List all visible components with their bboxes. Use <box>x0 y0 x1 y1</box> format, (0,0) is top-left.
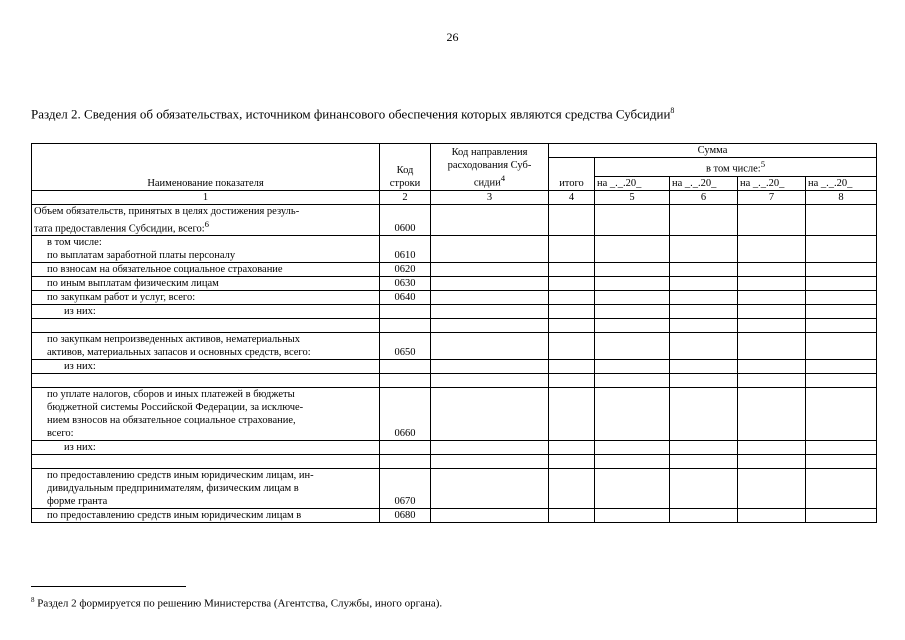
row-name: по закупкам работ и услуг, всего: <box>32 291 380 305</box>
value-cell[interactable] <box>806 236 877 263</box>
value-cell[interactable] <box>670 388 738 441</box>
value-cell[interactable] <box>431 319 549 333</box>
table-row <box>32 360 877 374</box>
value-cell[interactable] <box>549 441 595 455</box>
section-title-footnote-ref: 8 <box>670 106 675 115</box>
value-cell[interactable] <box>431 305 549 319</box>
table-row <box>32 441 877 455</box>
value-cell[interactable] <box>549 388 595 441</box>
value-cell[interactable] <box>431 333 549 360</box>
value-cell[interactable] <box>806 263 877 277</box>
value-cell[interactable] <box>595 277 670 291</box>
table-row <box>32 388 877 441</box>
row-name-line: бюджетной системы Российской Федерации, за исключе- <box>47 402 304 413</box>
row-name <box>32 319 380 333</box>
row-name-line: в том числе: <box>47 237 102 248</box>
value-cell[interactable] <box>738 374 806 388</box>
value-cell[interactable] <box>549 263 595 277</box>
row-code: 0640 <box>380 291 431 305</box>
value-cell[interactable] <box>595 319 670 333</box>
row-name <box>32 469 380 509</box>
value-cell[interactable] <box>431 388 549 441</box>
row-name-line: дивидуальным предпринимателям, физическим лицам в <box>47 483 299 494</box>
value-cell[interactable] <box>738 455 806 469</box>
value-cell[interactable] <box>549 319 595 333</box>
row-name <box>32 388 380 441</box>
value-cell[interactable] <box>738 305 806 319</box>
table-row <box>32 333 877 360</box>
row-name-line: по выплатам заработной платы персоналу <box>47 250 236 261</box>
value-cell[interactable] <box>738 469 806 509</box>
row-name: по иным выплатам физическим лицам <box>32 277 380 291</box>
value-cell[interactable] <box>806 455 877 469</box>
row-code <box>380 305 431 319</box>
row-code: 0650 <box>380 333 431 360</box>
row-code: 0680 <box>380 509 431 523</box>
value-cell[interactable] <box>806 305 877 319</box>
value-cell[interactable] <box>806 509 877 523</box>
footnote-text: Раздел 2 формируется по решению Министерства (Агентства, Службы, иного органа). <box>37 597 443 610</box>
header-including <box>595 158 877 177</box>
value-cell[interactable] <box>595 374 670 388</box>
header-direction-code-line2: расходования Суб- <box>447 160 532 171</box>
value-cell[interactable] <box>738 509 806 523</box>
table-row <box>32 455 877 469</box>
value-cell[interactable] <box>549 204 595 236</box>
value-cell[interactable] <box>670 291 738 305</box>
value-cell[interactable] <box>595 263 670 277</box>
table-row <box>32 204 877 236</box>
row-name: по предоставлению средств иным юридическим лицам в <box>32 509 380 523</box>
row-code: 0610 <box>380 236 431 263</box>
row-name: по взносам на обязательное социальное страхование <box>32 263 380 277</box>
row-code <box>380 455 431 469</box>
value-cell[interactable] <box>738 291 806 305</box>
value-cell[interactable] <box>806 360 877 374</box>
column-number: 1 <box>32 190 380 204</box>
row-code: 0620 <box>380 263 431 277</box>
row-name-line: нием взносов на обязательное социальное страхование, <box>47 415 296 426</box>
value-cell[interactable] <box>670 333 738 360</box>
row-code: 0630 <box>380 277 431 291</box>
value-cell[interactable] <box>431 236 549 263</box>
value-cell[interactable] <box>738 333 806 360</box>
value-cell[interactable] <box>738 277 806 291</box>
row-name <box>32 236 380 263</box>
footnote-ref: 8 <box>31 596 35 604</box>
header-direction-code-line3: сидии <box>473 177 501 189</box>
row-code <box>380 319 431 333</box>
value-cell[interactable] <box>738 204 806 236</box>
value-cell[interactable] <box>670 263 738 277</box>
page-number: 26 <box>446 30 459 44</box>
table-row <box>32 305 877 319</box>
header-row-code: Код строки <box>380 144 431 191</box>
row-name: из них: <box>32 441 380 455</box>
column-number-row <box>32 190 877 204</box>
table-row <box>32 291 877 305</box>
row-name <box>32 374 380 388</box>
header-direction-code <box>431 144 549 191</box>
value-cell[interactable] <box>806 291 877 305</box>
value-cell[interactable] <box>595 469 670 509</box>
footnote <box>31 596 442 610</box>
obligations-table <box>31 143 877 523</box>
row-name-line: по уплате налогов, сборов и иных платежей в бюджеты <box>47 389 295 400</box>
row-name: из них: <box>32 305 380 319</box>
value-cell[interactable] <box>549 469 595 509</box>
value-cell[interactable] <box>670 374 738 388</box>
value-cell[interactable] <box>670 469 738 509</box>
value-cell[interactable] <box>549 455 595 469</box>
table-row <box>32 509 877 523</box>
value-cell[interactable] <box>431 277 549 291</box>
value-cell[interactable] <box>431 509 549 523</box>
value-cell[interactable] <box>431 374 549 388</box>
value-cell[interactable] <box>738 236 806 263</box>
value-cell[interactable] <box>595 333 670 360</box>
value-cell[interactable] <box>738 441 806 455</box>
column-number: 8 <box>806 190 877 204</box>
row-name: из них: <box>32 360 380 374</box>
column-number: 3 <box>431 190 549 204</box>
value-cell[interactable] <box>431 455 549 469</box>
row-code: 0600 <box>380 204 431 236</box>
value-cell[interactable] <box>595 305 670 319</box>
row-code <box>380 360 431 374</box>
row-name-line: по закупкам непроизведенных активов, нематериальных <box>47 334 300 345</box>
value-cell[interactable] <box>670 455 738 469</box>
value-cell[interactable] <box>549 305 595 319</box>
value-cell[interactable] <box>549 360 595 374</box>
value-cell[interactable] <box>738 263 806 277</box>
value-cell[interactable] <box>806 204 877 236</box>
row-name-line: активов, материальных запасов и основных средств, всего: <box>47 347 311 358</box>
value-cell[interactable] <box>595 360 670 374</box>
header-date-3: на _._.20_ <box>738 176 806 190</box>
value-cell[interactable] <box>806 374 877 388</box>
row-name-line: форме гранта <box>47 496 108 507</box>
value-cell[interactable] <box>670 441 738 455</box>
row-name-line: всего: <box>47 428 74 439</box>
footnote-divider <box>31 586 186 587</box>
value-cell[interactable] <box>595 509 670 523</box>
value-cell[interactable] <box>738 388 806 441</box>
header-row-1 <box>32 144 877 158</box>
row-name-line: по предоставлению средств иным юридическим лицам, ин- <box>47 470 314 481</box>
value-cell[interactable] <box>549 333 595 360</box>
row-name-line: тата предоставления Субсидии, всего: <box>34 223 205 234</box>
row-code <box>380 374 431 388</box>
row-code <box>380 441 431 455</box>
value-cell[interactable] <box>670 277 738 291</box>
table-row <box>32 277 877 291</box>
value-cell[interactable] <box>595 388 670 441</box>
header-sum: Сумма <box>549 144 877 158</box>
header-indicator-name: Наименование показателя <box>32 144 380 191</box>
value-cell[interactable] <box>431 204 549 236</box>
value-cell[interactable] <box>549 277 595 291</box>
header-direction-code-line1: Код направления <box>451 147 528 158</box>
value-cell[interactable] <box>595 291 670 305</box>
table-row <box>32 374 877 388</box>
value-cell[interactable] <box>670 236 738 263</box>
value-cell[interactable] <box>806 441 877 455</box>
value-cell[interactable] <box>595 455 670 469</box>
value-cell[interactable] <box>431 291 549 305</box>
value-cell[interactable] <box>806 319 877 333</box>
value-cell[interactable] <box>670 360 738 374</box>
value-cell[interactable] <box>549 509 595 523</box>
table-row <box>32 236 877 263</box>
value-cell[interactable] <box>738 360 806 374</box>
row-name <box>32 455 380 469</box>
table-row <box>32 319 877 333</box>
value-cell[interactable] <box>595 441 670 455</box>
column-number: 5 <box>595 190 670 204</box>
value-cell[interactable] <box>549 236 595 263</box>
value-cell[interactable] <box>806 333 877 360</box>
row-code: 0660 <box>380 388 431 441</box>
value-cell[interactable] <box>549 291 595 305</box>
column-number: 2 <box>380 190 431 204</box>
value-cell[interactable] <box>670 204 738 236</box>
row-footnote-ref: 6 <box>204 218 210 229</box>
header-date-4: на _._.20_ <box>806 176 877 190</box>
value-cell[interactable] <box>549 374 595 388</box>
value-cell[interactable] <box>806 469 877 509</box>
value-cell[interactable] <box>431 469 549 509</box>
column-number: 6 <box>670 190 738 204</box>
table-row <box>32 263 877 277</box>
header-including-ref: 5 <box>760 159 766 169</box>
value-cell[interactable] <box>670 319 738 333</box>
row-code: 0670 <box>380 469 431 509</box>
column-number: 4 <box>549 190 595 204</box>
column-number: 7 <box>738 190 806 204</box>
header-direction-code-ref: 4 <box>500 173 506 183</box>
header-including-text: в том числе: <box>705 163 761 175</box>
row-name <box>32 204 380 236</box>
value-cell[interactable] <box>806 388 877 441</box>
header-date-2: на _._.20_ <box>670 176 738 190</box>
row-name <box>32 333 380 360</box>
row-name-line: Объем обязательств, принятых в целях достижения резуль- <box>34 205 300 217</box>
value-cell[interactable] <box>595 236 670 263</box>
header-date-1: на _._.20_ <box>595 176 670 190</box>
value-cell[interactable] <box>670 305 738 319</box>
value-cell[interactable] <box>431 263 549 277</box>
section-title <box>31 106 674 122</box>
value-cell[interactable] <box>431 360 549 374</box>
value-cell[interactable] <box>670 509 738 523</box>
value-cell[interactable] <box>595 204 670 236</box>
header-total: итого <box>549 158 595 191</box>
section-title-text: Раздел 2. Сведения об обязательствах, источником финансового обеспечения которых являются средства Субсидии <box>31 106 671 122</box>
value-cell[interactable] <box>431 441 549 455</box>
table-row <box>32 469 877 509</box>
value-cell[interactable] <box>806 277 877 291</box>
value-cell[interactable] <box>738 319 806 333</box>
